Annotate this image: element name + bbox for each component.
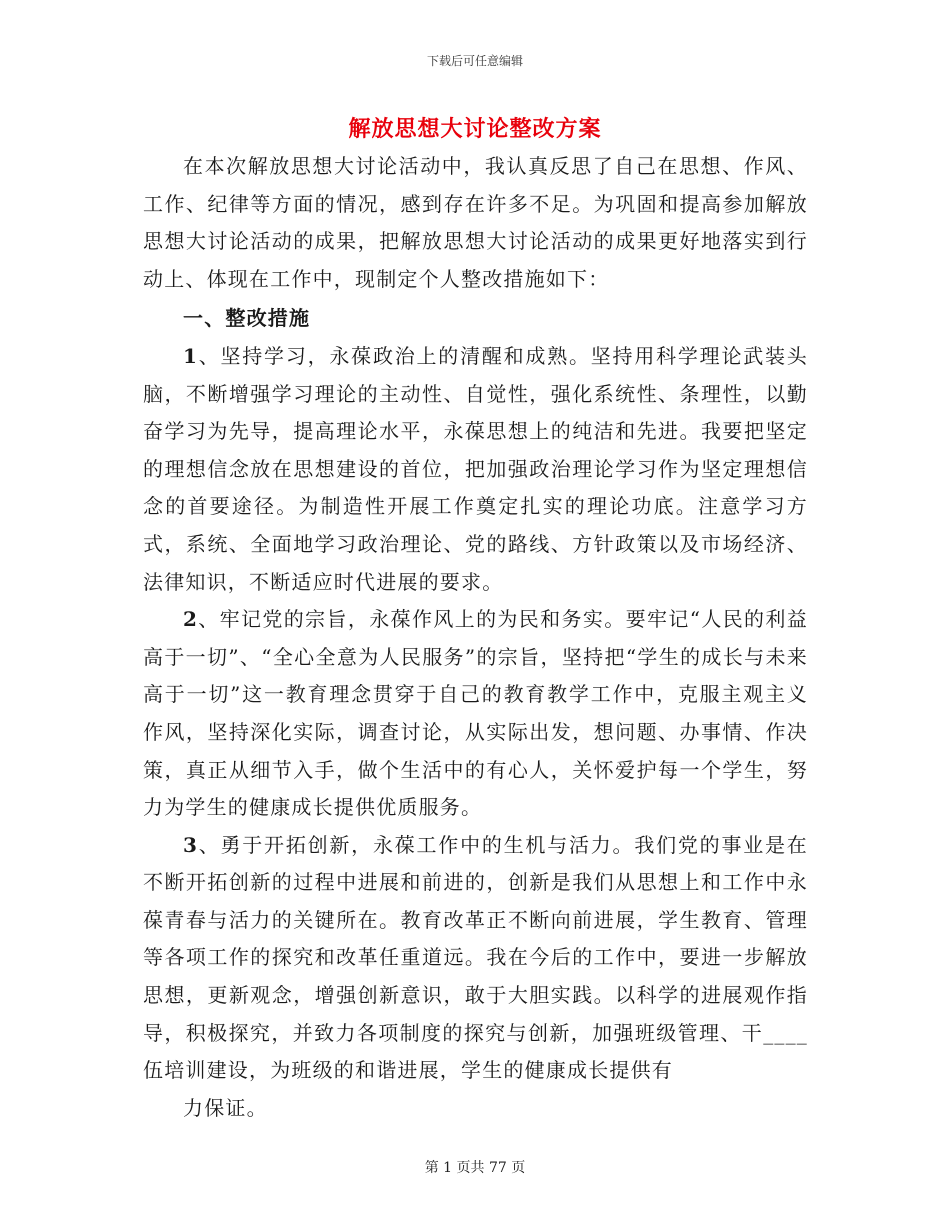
- document-title: 解放思想大讨论整改方案: [348, 116, 602, 142]
- section-heading: 一、整改措施: [183, 306, 311, 331]
- item-3-text: 、勇于开拓创新，永葆工作中的生机与活力。我们党的事业是在不断开拓创新的过程中进展和前进的，创新是我们从思想上和工作中永葆青春与活力的关键所在。教育改革正不断向前进展，学生教育、管理等各项工作的探究和改革任重道远。我在今后的工作中，要进一步解放思想，更新观念，增强创新意识，敢于大胆实践。以科学的进展观作指导，积极探究，并致力各项制度的探究与创新，加强班级管理、干____伍培训建设，为班级的和谐进展，学生的健康成长提供有: [143, 832, 808, 1083]
- item-3-paragraph: [143, 827, 808, 1090]
- item-1-paragraph: [143, 338, 808, 601]
- item-2-number: 2: [183, 607, 199, 632]
- document-body: [143, 148, 808, 1127]
- page-footer: 第 1 页共 77 页: [424, 1160, 526, 1176]
- header-note: 下载后可任意编辑: [426, 54, 523, 68]
- item-3-tail: 力保证。: [183, 1095, 268, 1120]
- item-3-number: 3: [183, 832, 199, 857]
- item-2-text: 、牢记党的宗旨，永葆作风上的为民和务实。要牢记“人民的利益高于一切”、“全心全意为人民服务”的宗旨，坚持把“学生的成长与未来高于一切”这一教育理念贯穿于自己的教育教学工作中，克服主观主义作风，坚持深化实际，调查讨论，从实际出发，想问题、办事情、作决策，真正从细节入手，做个生活中的有心人，关怀爱护每一个学生，努力为学生的健康成长提供优质服务。: [143, 607, 808, 820]
- item-1-text: 、坚持学习，永葆政治上的清醒和成熟。坚持用科学理论武装头脑，不断增强学习理论的主动性、自觉性，强化系统性、条理性，以勤奋学习为先导，提高理论水平，永葆思想上的纯洁和先进。我要把坚定的理想信念放在思想建设的首位，把加强政治理论学习作为坚定理想信念的首要途径。为制造性开展工作奠定扎实的理论功底。注意学习方式，系统、全面地学习政治理论、党的路线、方针政策以及市场经济、法律知识，不断适应时代进展的要求。: [143, 343, 808, 594]
- intro-paragraph: 在本次解放思想大讨论活动中，我认真反思了自己在思想、作风、工作、纪律等方面的情况，感到存在许多不足。为巩固和提高参加解放思想大讨论活动的成果，把解放思想大讨论活动的成果更好地落实到行动上、体现在工作中，现制定个人整改措施如下：: [143, 154, 808, 291]
- item-1-number: 1: [183, 343, 199, 368]
- item-2-paragraph: [143, 601, 808, 827]
